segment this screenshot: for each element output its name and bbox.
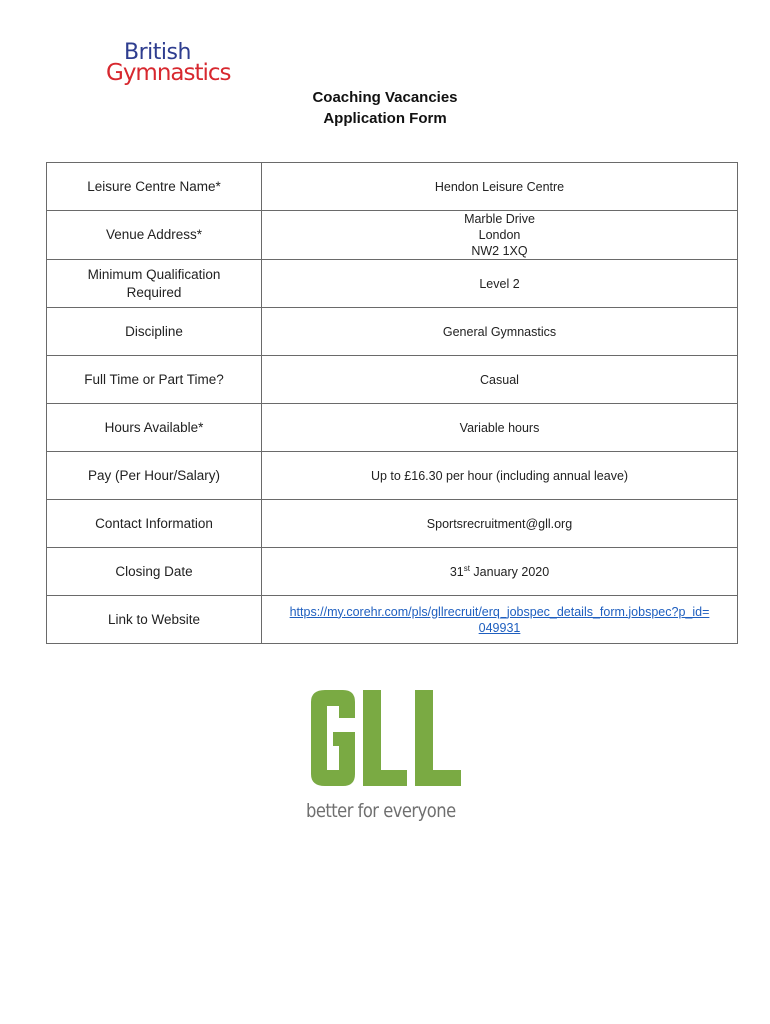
- gll-logo-letters: [303, 688, 468, 788]
- british-gymnastics-logo: [104, 40, 244, 96]
- gll-logo: [303, 688, 473, 833]
- job-spec-link-line-2: 049931: [478, 620, 521, 635]
- table-row: [47, 211, 738, 260]
- minimum-qualification-label-line-1: Minimum Qualification: [87, 266, 221, 282]
- leisure-centre-name-label: Leisure Centre Name*: [47, 163, 262, 211]
- gll-logo-tagline: better for everyone: [306, 800, 456, 822]
- closing-date-rest: January 2020: [469, 564, 550, 579]
- gll-logo-letter-g: [311, 690, 355, 786]
- table-row: [47, 548, 738, 596]
- hours-available-value: Variable hours: [262, 404, 738, 452]
- venue-address-value: [262, 211, 738, 260]
- british-gymnastics-logo-gymnastics: Gymnastics: [106, 60, 231, 86]
- gll-logo-letter-l1: [363, 690, 407, 786]
- venue-address-lines: [270, 211, 729, 259]
- gll-logo-letter-l2: [415, 690, 461, 786]
- table-row: [47, 260, 738, 308]
- table-row: [47, 596, 738, 644]
- venue-address-line-1: Marble Drive: [464, 212, 535, 226]
- pay-value: Up to £16.30 per hour (including annual leave): [262, 452, 738, 500]
- table-row: [47, 404, 738, 452]
- leisure-centre-name-value: Hendon Leisure Centre: [262, 163, 738, 211]
- venue-address-label: Venue Address*: [47, 211, 262, 260]
- venue-address-line-2: London: [478, 228, 521, 242]
- job-spec-link-line-1: https://my.corehr.com/pls/gllrecruit/erq_jobspec_details_form.jobspec?p_id=: [289, 604, 710, 619]
- table-row: [47, 308, 738, 356]
- hours-available-label: Hours Available*: [47, 404, 262, 452]
- closing-date-day: 31: [449, 564, 464, 579]
- table-row: [47, 452, 738, 500]
- page-title: Coaching Vacancies: [312, 89, 458, 106]
- closing-date-value: [262, 548, 738, 596]
- closing-date-label: Closing Date: [47, 548, 262, 596]
- discipline-value: General Gymnastics: [262, 308, 738, 356]
- venue-address-line-3: NW2 1XQ: [471, 244, 528, 258]
- table-row: [47, 356, 738, 404]
- link-to-website-label: Link to Website: [47, 596, 262, 644]
- vacancy-details-table: [46, 162, 738, 644]
- table-row: [47, 500, 738, 548]
- discipline-label: Discipline: [47, 308, 262, 356]
- closing-date-ordinal: st: [463, 563, 470, 573]
- minimum-qualification-label-line-2: Required: [126, 284, 182, 300]
- pay-label: Pay (Per Hour/Salary): [47, 452, 262, 500]
- table-row: [47, 163, 738, 211]
- british-gymnastics-logo-british: British: [124, 40, 191, 65]
- minimum-qualification-label: [47, 260, 262, 308]
- job-spec-link[interactable]: [290, 605, 710, 635]
- employment-type-value: Casual: [262, 356, 738, 404]
- link-to-website-value: [262, 596, 738, 644]
- contact-information-value: Sportsrecruitment@gll.org: [262, 500, 738, 548]
- page-subtitle: Application Form: [323, 110, 447, 127]
- contact-information-label: Contact Information: [47, 500, 262, 548]
- employment-type-label: Full Time or Part Time?: [47, 356, 262, 404]
- minimum-qualification-value: Level 2: [262, 260, 738, 308]
